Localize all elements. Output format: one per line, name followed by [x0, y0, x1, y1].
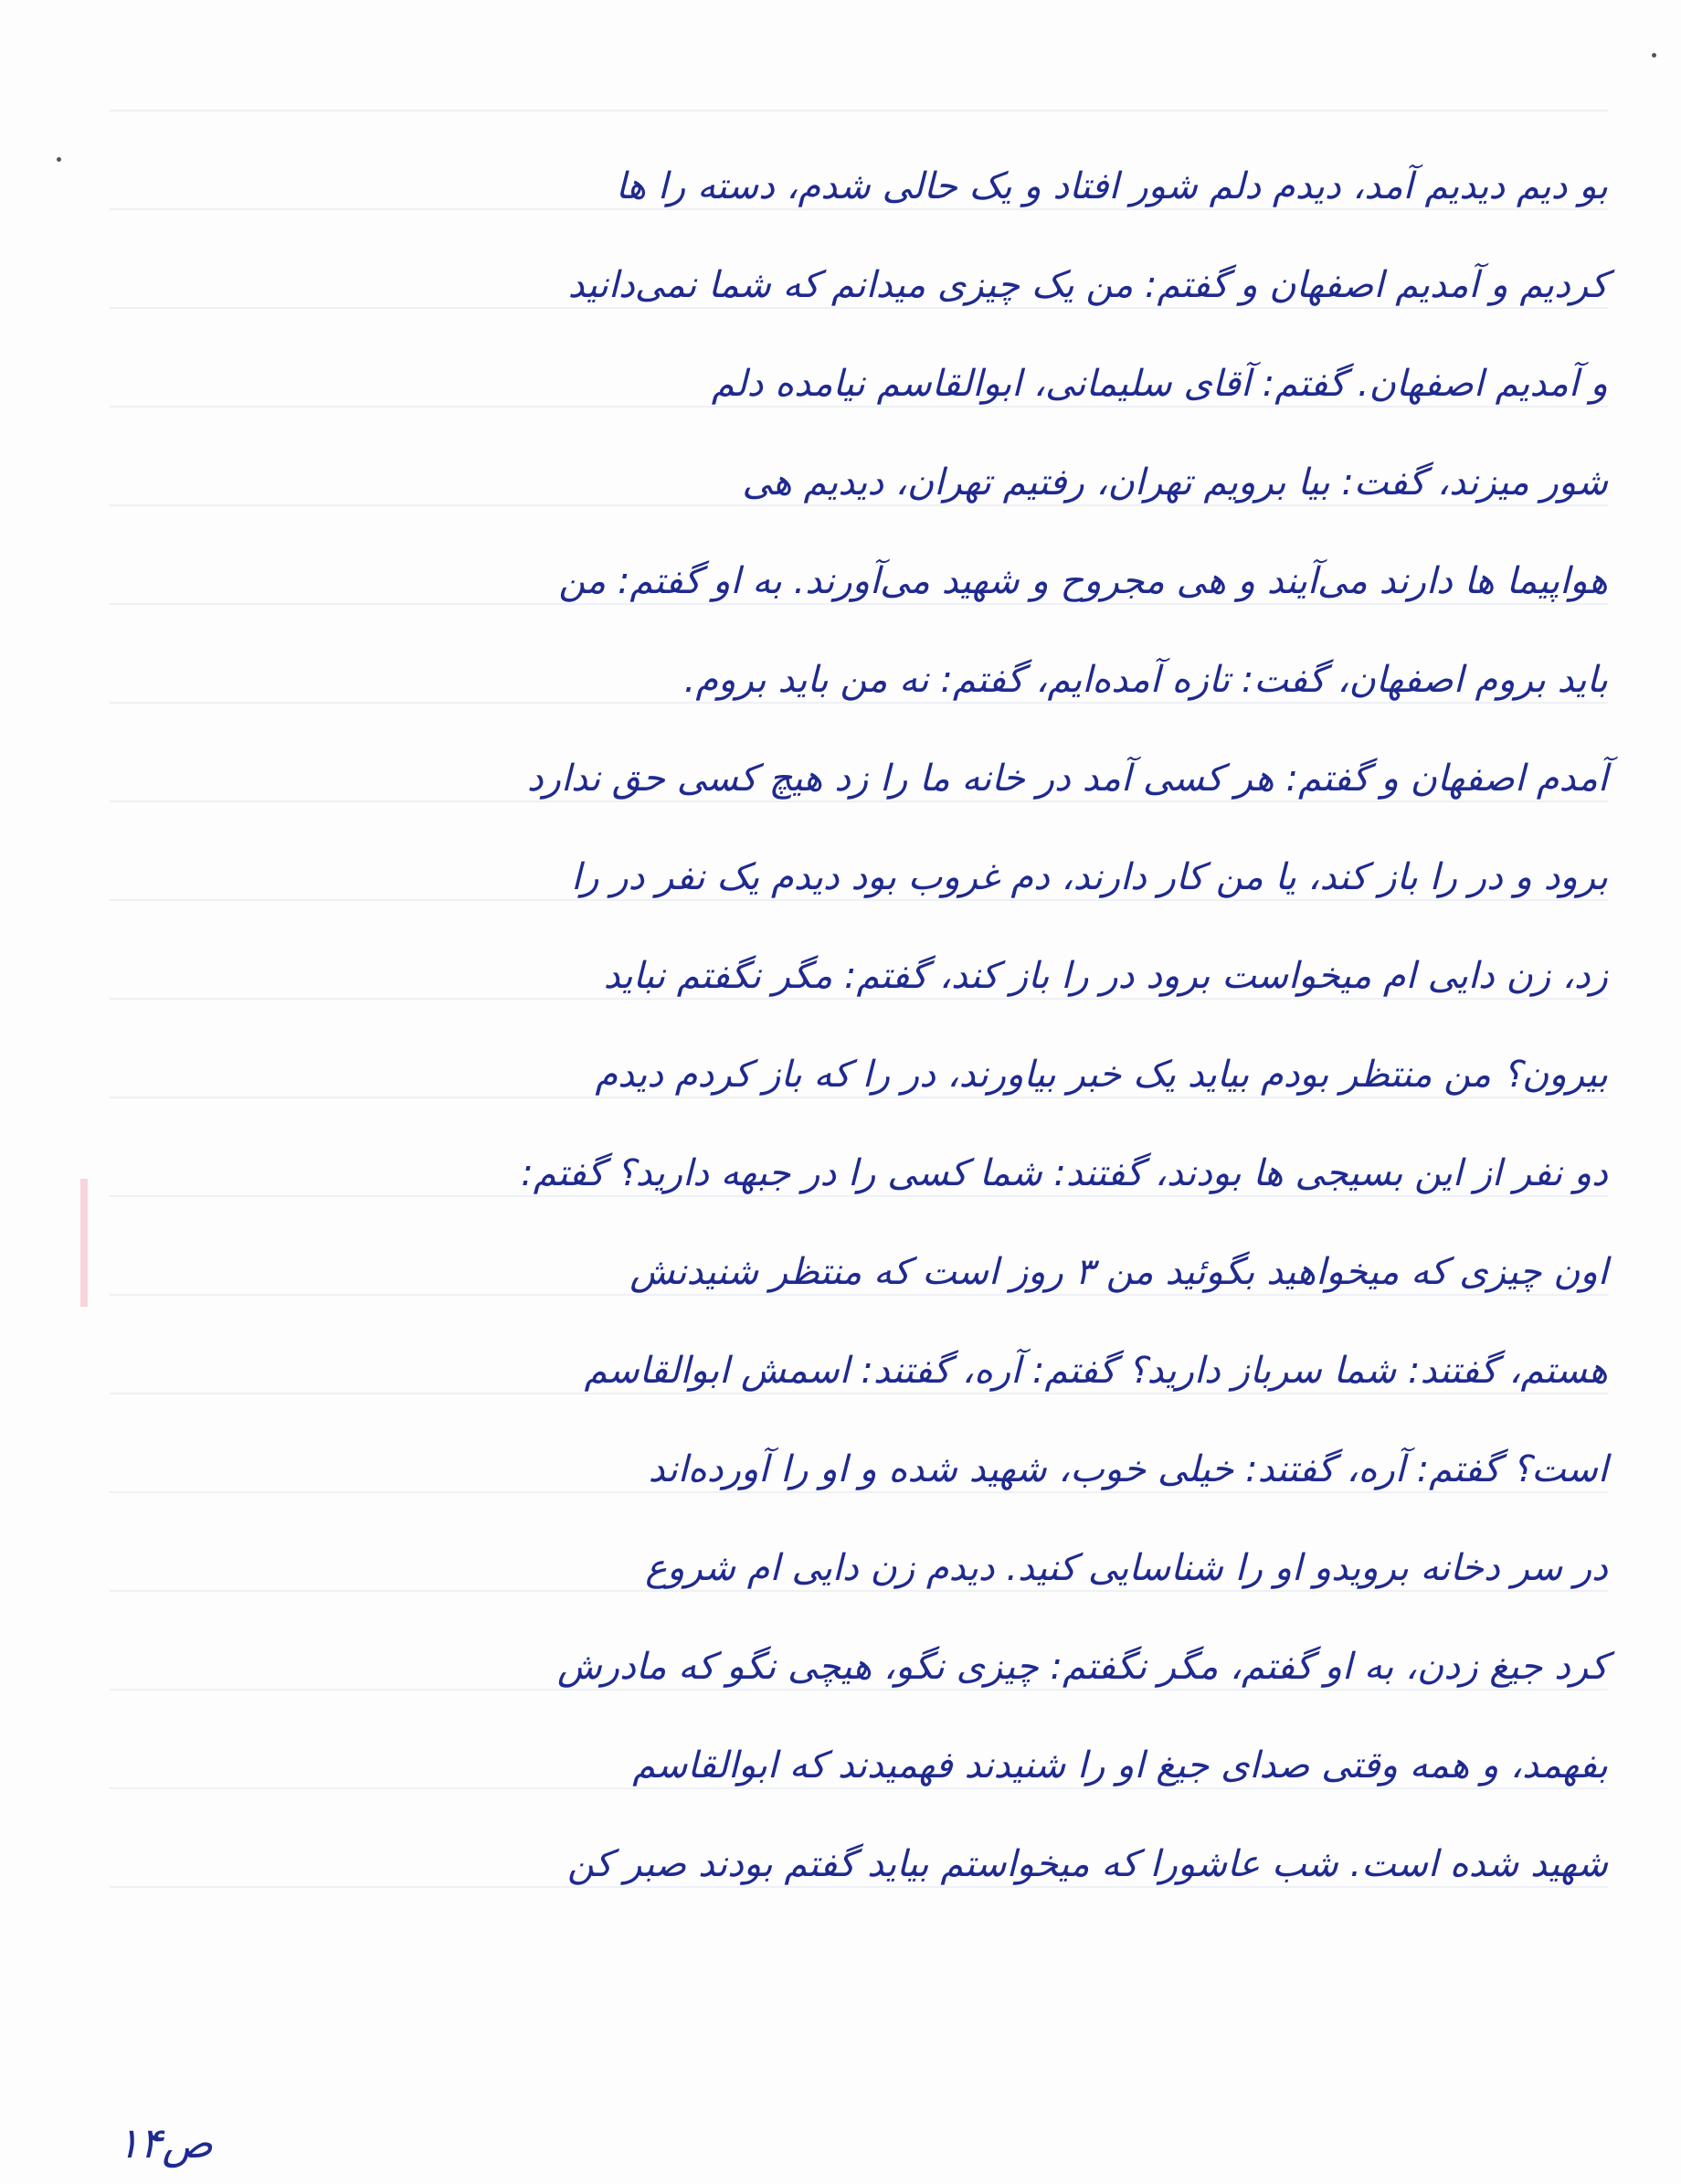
text-line-18: شهید شده است. شب عاشورا که میخواستم بیاید گفتم بودند صبر کن — [566, 1843, 1608, 1885]
text-line-10: بیرون؟ من منتظر بودم بیاید یک خبر بیاورند، در را که باز کردم دیدم — [595, 1054, 1608, 1096]
text-line-5: هواپیما ها دارند می‌آیند و هی مجروح و شهید می‌آورند. به او گفتم: من — [558, 560, 1608, 602]
text-line-6: باید بروم اصفهان، گفت: تازه آمده‌ایم، گفتم: نه من باید بروم. — [683, 659, 1608, 701]
text-line-8: برود و در را باز کند، یا من کار دارند، دم غروب بود دیدم یک نفر در را — [571, 856, 1608, 898]
text-line-9: زد، زن دایی ام میخواست برود در را باز کند، گفتم: مگر نگفتم نباید — [603, 955, 1608, 997]
text-line-2: کردیم و آمدیم اصفهان و گفتم: من یک چیزی میدانم که شما نمی‌دانید — [567, 264, 1608, 306]
page-number: ص۱۴ — [117, 2118, 214, 2168]
text-line-14: است؟ گفتم: آره، گفتند: خیلی خوب، شهید شده و او را آورده‌اند — [648, 1448, 1608, 1490]
ink-speck — [57, 157, 61, 162]
ink-speck — [1652, 53, 1656, 58]
text-line-16: کرد جیغ زدن، به او گفتم، مگر نگفتم: چیزی نگو، هیچی نگو که مادرش — [556, 1646, 1608, 1688]
text-line-13: هستم، گفتند: شما سرباز دارید؟ گفتم: آره، گفتند: اسمش ابوالقاسم — [584, 1350, 1608, 1392]
text-line-4: شور میزند، گفت: بیا برویم تهران، رفتیم تهران، دیدیم هی — [742, 461, 1608, 504]
text-line-17: بفهمد، و همه وقتی صدای جیغ او را شنیدند فهمیدند که ابوالقاسم — [632, 1744, 1608, 1786]
text-line-15: در سر دخانه برویدو او را شناسایی کنید. دیدم زن دایی ام شروع — [645, 1547, 1608, 1589]
text-line-7: آمدم اصفهان و گفتم: هر کسی آمد در خانه ما را زد هیچ کسی حق ندارد — [526, 758, 1608, 800]
text-line-1: بو دیم دیدیم آمد، دیدم دلم شور افتاد و یک حالی شدم، دسته را ها — [615, 165, 1608, 207]
text-line-12: اون چیزی که میخواهید بگوئید من ۳ روز است که منتظر شنیدنش — [629, 1251, 1608, 1293]
text-line-3: و آمدیم اصفهان. گفتم: آقای سلیمانی، ابوالقاسم نیامده دلم — [711, 363, 1608, 405]
handwritten-text-block — [100, 137, 1608, 1914]
text-line-11: دو نفر از این بسیجی ها بودند، گفتند: شما کسی را در جبهه دارید؟ گفتم: — [521, 1152, 1608, 1194]
ruled-line — [110, 110, 1608, 111]
margin-highlight-mark — [80, 1179, 88, 1307]
